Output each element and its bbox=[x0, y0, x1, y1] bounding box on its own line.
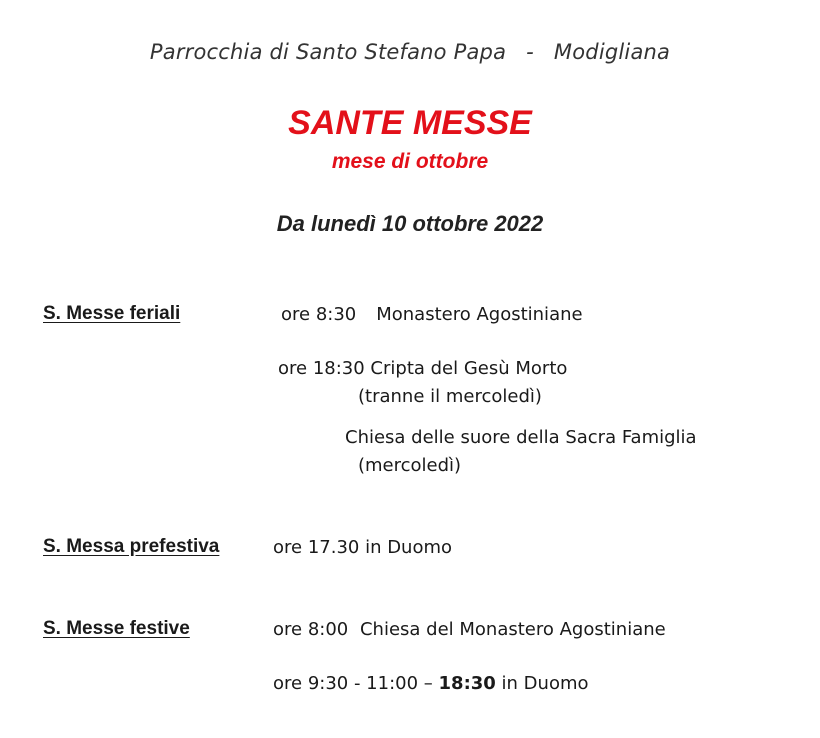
festive-times-2: ore 9:30 - 11:00 – bbox=[273, 673, 433, 694]
prefestiva-line-1: ore 17.30 in Duomo bbox=[273, 537, 453, 558]
festive-place-2: in Duomo bbox=[501, 673, 589, 694]
feriali-place-1: Monastero Agostiniane bbox=[376, 304, 583, 325]
festive-time-highlight: 18:30 bbox=[438, 673, 496, 694]
town-name: Modigliana bbox=[553, 40, 671, 64]
feriali-time-1: ore 8:30 bbox=[281, 304, 357, 325]
feriali-time-2: ore 18:30 bbox=[278, 358, 365, 379]
festive-place-1: Chiesa del Monastero Agostiniane bbox=[359, 619, 666, 640]
feriali-label: S. Messe feriali bbox=[43, 303, 181, 324]
prefestiva-label: S. Messa prefestiva bbox=[43, 536, 220, 557]
feriali-place-2: Cripta del Gesù Morto bbox=[370, 358, 568, 379]
page-title: SANTE MESSE bbox=[288, 104, 532, 142]
header-separator: - bbox=[526, 40, 534, 64]
page-subtitle: mese di ottobre bbox=[331, 150, 489, 173]
feriali-line-1 bbox=[281, 304, 583, 325]
festive-time-1: ore 8:00 bbox=[273, 619, 349, 640]
feriali-note-3: (mercoledì) bbox=[358, 455, 462, 476]
festive-line-2 bbox=[273, 673, 589, 694]
start-date: Da lunedì 10 ottobre 2022 bbox=[276, 211, 544, 236]
feriali-line-2 bbox=[278, 358, 567, 379]
festive-label: S. Messe festive bbox=[43, 618, 190, 639]
feriali-note-2: (tranne il mercoledì) bbox=[358, 386, 542, 407]
parish-name: Parrocchia di Santo Stefano Papa bbox=[149, 40, 507, 64]
feriali-place-3: Chiesa delle suore della Sacra Famiglia bbox=[345, 427, 697, 448]
parish-header bbox=[0, 40, 820, 64]
festive-line-1 bbox=[273, 619, 666, 640]
